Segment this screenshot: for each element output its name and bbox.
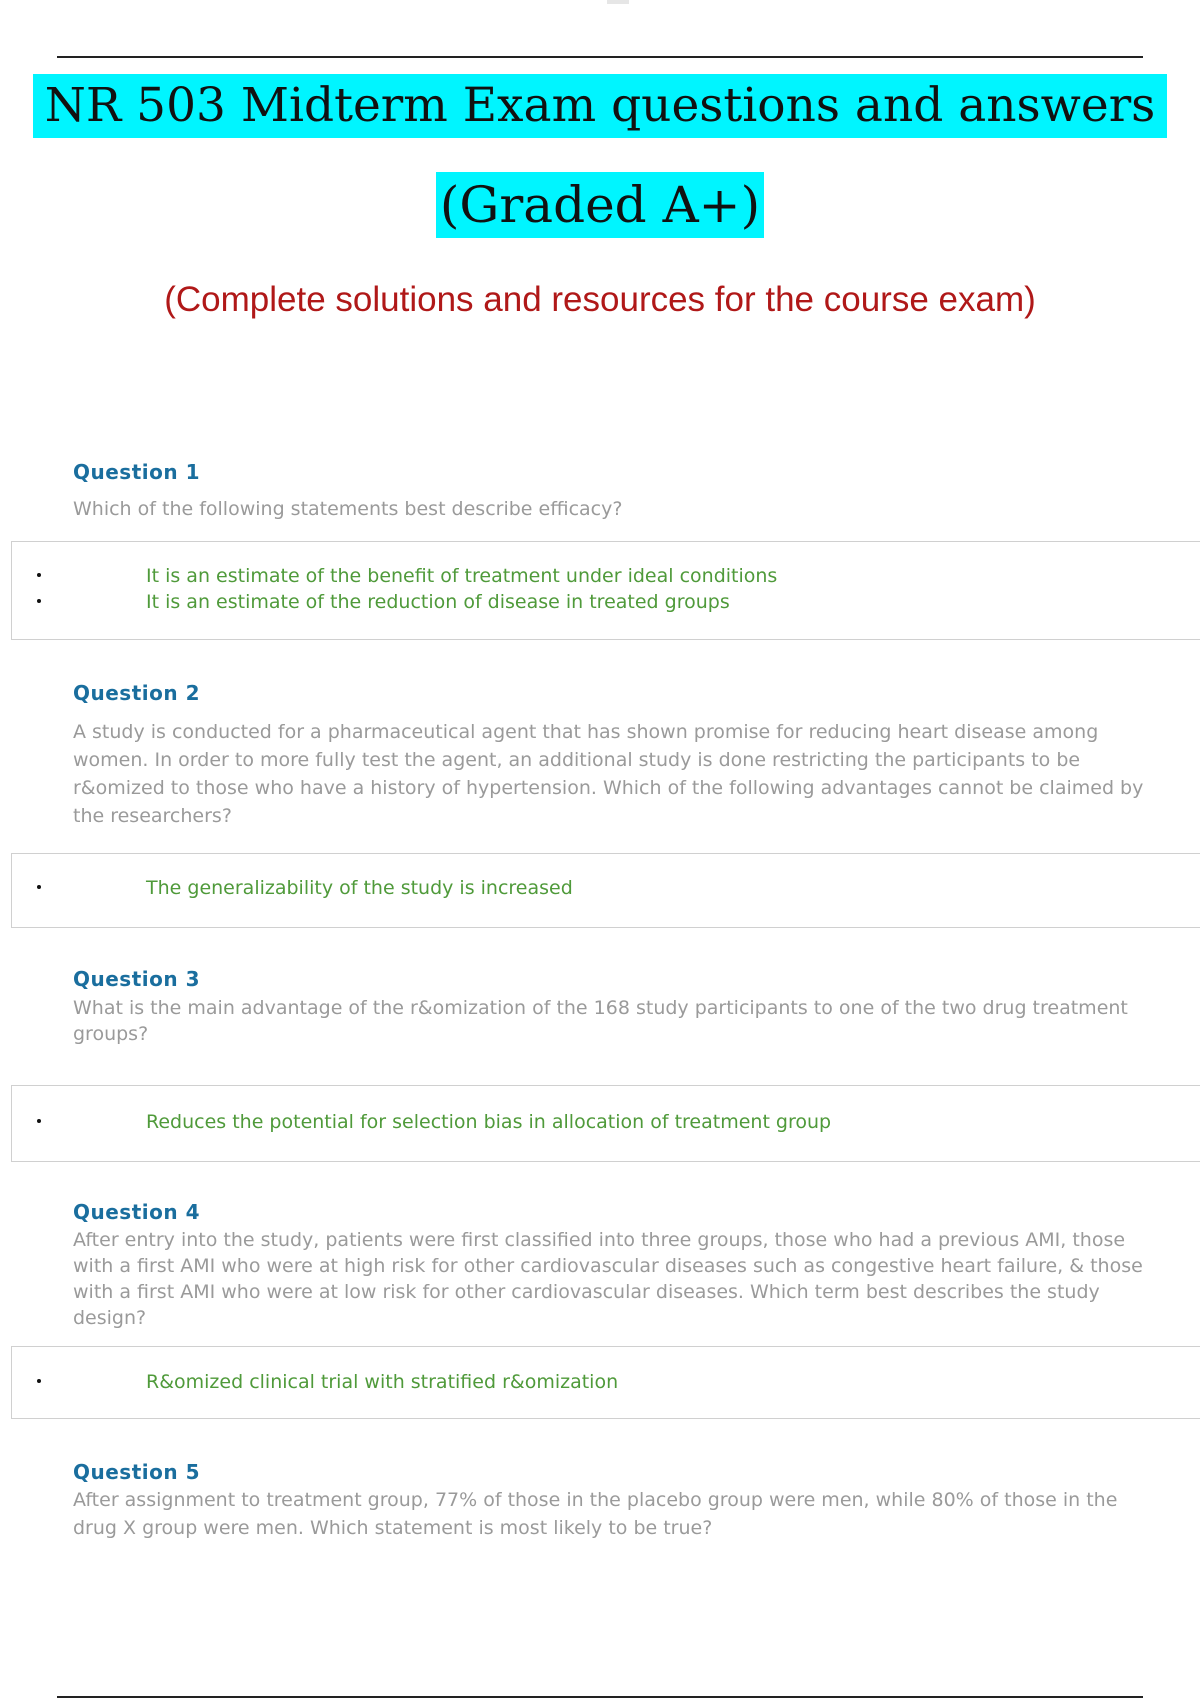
question-5-heading: Question 5 [73,1460,200,1484]
question-1-answer-box [11,541,1200,640]
question-4-heading: Question 4 [73,1200,200,1224]
title-line-2 [0,172,1200,238]
question-5-text: After assignment to treatment group, 77% of those in the placebo group were men, while 80% of those in the drug X group were men. Which statement is most likely to be true? [73,1489,1118,1539]
answer-text: It is an estimate of the reduction of disease in treated groups [146,591,730,613]
answer-item [12,1111,1200,1137]
title-highlight-2: (Graded A+) [436,172,764,238]
question-4-answer-box [11,1346,1200,1419]
question-1-text: Which of the following statements best describe efficacy? [73,498,623,520]
answer-text: R&omized clinical trial with stratified r&omization [146,1371,619,1393]
question-4-text: After entry into the study, patients were first classified into three groups, those who had a previous AMI, those with a first AMI who were at high risk for other cardiovascular diseases such as congestive heart failure, & those with a first AMI who were at low risk for other cardiovascular diseases. Which term best describes the study design? [73,1229,1143,1329]
question-2-heading: Question 2 [73,681,200,705]
bullet-icon [37,885,41,889]
question-1-heading: Question 1 [73,460,200,484]
bottom-rule [57,1696,1143,1698]
question-3-text: What is the main advantage of the r&omization of the 168 study participants to one of the two drug treatment groups? [73,997,1128,1045]
bullet-icon [37,1119,41,1123]
answer-text: It is an estimate of the benefit of treatment under ideal conditions [146,565,778,587]
answer-item [12,1371,1200,1397]
subtitle: (Complete solutions and resources for the course exam) [164,280,1036,319]
title-line-1 [0,74,1200,138]
answer-item [12,565,1200,591]
question-3-answer-box [11,1085,1200,1162]
question-3-heading: Question 3 [73,967,200,991]
bullet-icon [37,1379,41,1383]
answer-text: Reduces the potential for selection bias in allocation of treatment group [146,1111,832,1133]
answer-text: The generalizability of the study is increased [146,877,573,899]
top-rule [57,56,1143,58]
answer-item [12,591,1200,617]
page-marker [607,0,629,4]
bullet-icon [37,599,41,603]
question-2-answer-box [11,853,1200,928]
title-highlight-1: NR 503 Midterm Exam questions and answers [33,74,1168,138]
answer-item [12,877,1200,903]
bullet-icon [37,573,41,577]
question-2-text: A study is conducted for a pharmaceutical agent that has shown promise for reducing heart disease among women. In order to more fully test the agent, an additional study is done restricting the participants to be r&omized to those who have a history of hypertension. Which of the following advantages cannot be claimed by the researchers? [73,721,1144,827]
